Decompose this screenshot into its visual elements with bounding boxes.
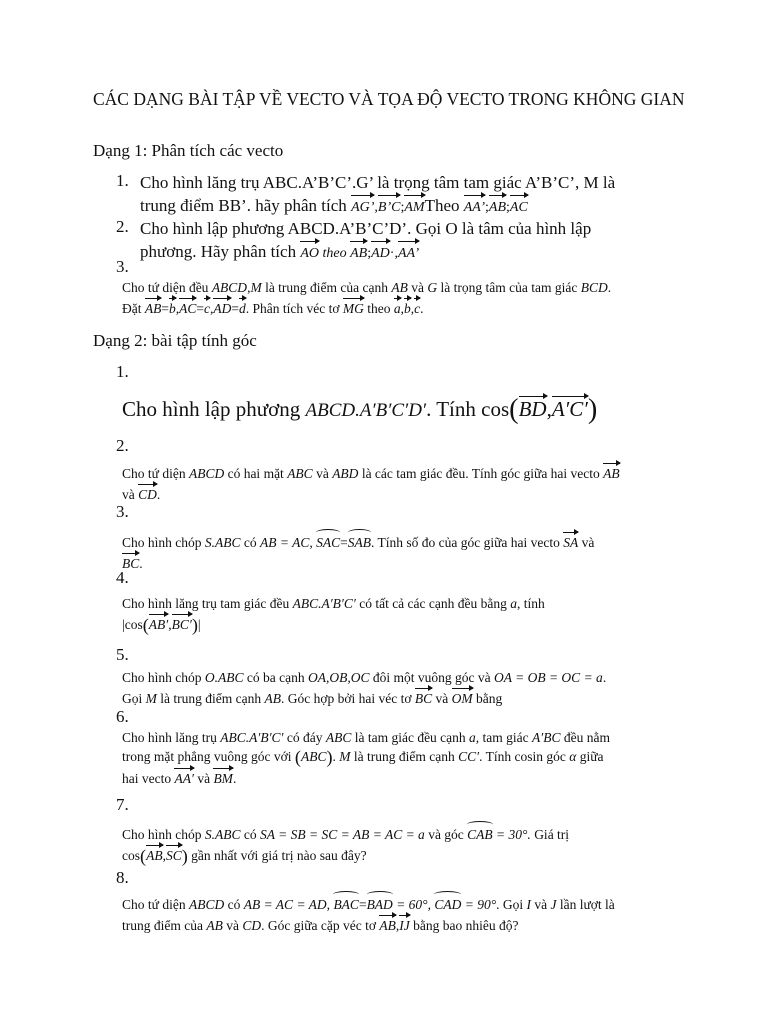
- vector: AD: [371, 240, 390, 265]
- s2-item-4-number: 4.: [116, 568, 129, 587]
- vector: AA’: [398, 240, 419, 265]
- vector: SC: [166, 844, 182, 865]
- vector: SA: [563, 531, 578, 552]
- vector: AM: [404, 194, 424, 219]
- s1-item-1-line-2: trung điểm BB’. hãy phân tích AG’,B’C;AMTheo AA’;AB;AC: [140, 194, 700, 219]
- s2-item-8-number: 8.: [116, 868, 129, 887]
- vector: MG: [343, 297, 364, 318]
- s2-item-4: Cho hình lăng trụ tam giác đều ABC.A′B′C′ có tất cả các cạnh đều bằng a, tính |cos(AB′,BC′)|: [122, 596, 545, 635]
- vector: BC: [415, 687, 432, 708]
- vector: AB′: [149, 613, 168, 634]
- vector: AD: [213, 297, 231, 318]
- vector: AB: [603, 462, 620, 483]
- s1-item-1-line-1: Cho hình lăng trụ ABC.A’B’C’.G’ là trọng tâm tam giác A’B’C’, M là: [140, 173, 616, 192]
- vector: AB: [146, 844, 163, 865]
- angle: SAC: [316, 530, 340, 552]
- s1-item-2-number: 2.: [116, 217, 129, 236]
- vector: B’C: [378, 194, 401, 219]
- s2-item-3: Cho hình chóp S.ABC có AB = AC, SAC=SAB. Tính số đo của góc giữa hai vecto SA và BC.: [122, 530, 694, 573]
- s1-item-2-line-1: Cho hình lập phương ABCD.A’B’C’D’. Gọi O là tâm của hình lập: [140, 219, 592, 238]
- vector: AG’: [351, 194, 374, 219]
- vector: BM: [213, 767, 233, 788]
- s2-item-1-number: 1.: [116, 362, 129, 381]
- vector: OM: [452, 687, 473, 708]
- s2-item-7-number: 7.: [116, 795, 129, 814]
- s1-item-3-line-2: Đặt AB=b,AC=c,AD=d. Phân tích véc tơ MG theo a,b,c.: [122, 297, 694, 318]
- vector: a: [394, 297, 401, 318]
- s1-item-2: [140, 217, 700, 265]
- vector: BD: [518, 397, 547, 421]
- s2-item-1: Cho hình lập phương ABCD.A′B′C′D′. Tính cos(BD,A′C′): [122, 394, 598, 425]
- section-1-heading: Dạng 1: Phân tích các vecto: [93, 141, 284, 160]
- s2-item-2: Cho tứ diện ABCD có hai mặt ABC và ABD là các tam giác đều. Tính góc giữa hai vecto AB và CD.: [122, 462, 694, 504]
- s2-item-3-number: 3.: [116, 502, 129, 521]
- vector: AA′: [174, 767, 193, 788]
- s2-item-6-number: 6.: [116, 707, 129, 726]
- s1-item-1-number: 1.: [116, 171, 129, 190]
- vector: IJ: [399, 914, 410, 935]
- s1-item-3-line-1: Cho tứ diện đều ABCD,M là trung điểm của cạnh AB và G là trọng tâm của tam giác BCD.: [122, 280, 612, 295]
- vector: AB: [489, 194, 506, 219]
- s2-item-5: Cho hình chóp O.ABC có ba cạnh OA,OB,OC đôi một vuông góc và OA = OB = OC = a. Gọi M là trung điểm cạnh AB. Góc hợp bởi hai véc tơ BC và OM bằng: [122, 670, 607, 706]
- vector: b: [169, 297, 176, 318]
- angle: SAB: [348, 530, 371, 552]
- s2-item-8: Cho tứ diện ABCD có AB = AC = AD, BAC=BAD = 60°, CAD = 90°. Gọi I và J lần lượt là trung điểm của AB và CD. Góc giữa cặp véc tơ AB,IJ bằng bao nhiêu độ?: [122, 892, 694, 935]
- s2-item-7: Cho hình chóp S.ABC có SA = SB = SC = AB = AC = a và góc CAB = 30°. Giá trị cos(AB,SC) gần nhất với giá trị nào sau đây?: [122, 822, 694, 866]
- vector: BC: [122, 552, 139, 573]
- vector: AB: [145, 297, 162, 318]
- angle: BAC: [333, 892, 359, 914]
- s2-item-5-number: 5.: [116, 645, 129, 664]
- s2-item-6: Cho hình lăng trụ ABC.A′B′C′ có đáy ABC là tam giác đều cạnh a, tam giác A′BC đều nằm trong mặt phẳng vuông góc với (ABC). M là trung điểm cạnh CC′. Tính cosin góc α giữa hai vecto AA′ và BM.: [122, 730, 610, 786]
- vector: AO: [300, 240, 319, 265]
- vector: AB: [379, 914, 396, 935]
- angle: CAD: [434, 892, 461, 914]
- vector: AC: [510, 194, 528, 219]
- vector: BC′: [172, 613, 192, 634]
- document-title: CÁC DẠNG BÀI TẬP VỀ VECTO VÀ TỌA ĐỘ VECTO TRONG KHÔNG GIAN: [93, 89, 685, 109]
- angle: CAB: [467, 822, 493, 844]
- vector: A′C′: [551, 397, 588, 421]
- s1-item-2-line-2: phương. Hãy phân tích AO theo AB;AD·,AA’: [140, 240, 700, 265]
- vector: c: [204, 297, 210, 318]
- s1-item-3: [122, 278, 694, 318]
- vector: b: [404, 297, 411, 318]
- vector: AA’: [464, 194, 485, 219]
- vector: CD: [138, 483, 157, 504]
- section-2-heading: Dạng 2: bài tập tính góc: [93, 331, 257, 350]
- s1-item-3-number: 3.: [116, 257, 129, 276]
- angle: BAD: [367, 892, 393, 914]
- s1-item-1: [140, 171, 700, 219]
- vector: AB: [350, 240, 367, 265]
- s2-item-2-number: 2.: [116, 436, 129, 455]
- vector: AC: [179, 297, 196, 318]
- vector: d: [239, 297, 246, 318]
- vector: c: [414, 297, 420, 318]
